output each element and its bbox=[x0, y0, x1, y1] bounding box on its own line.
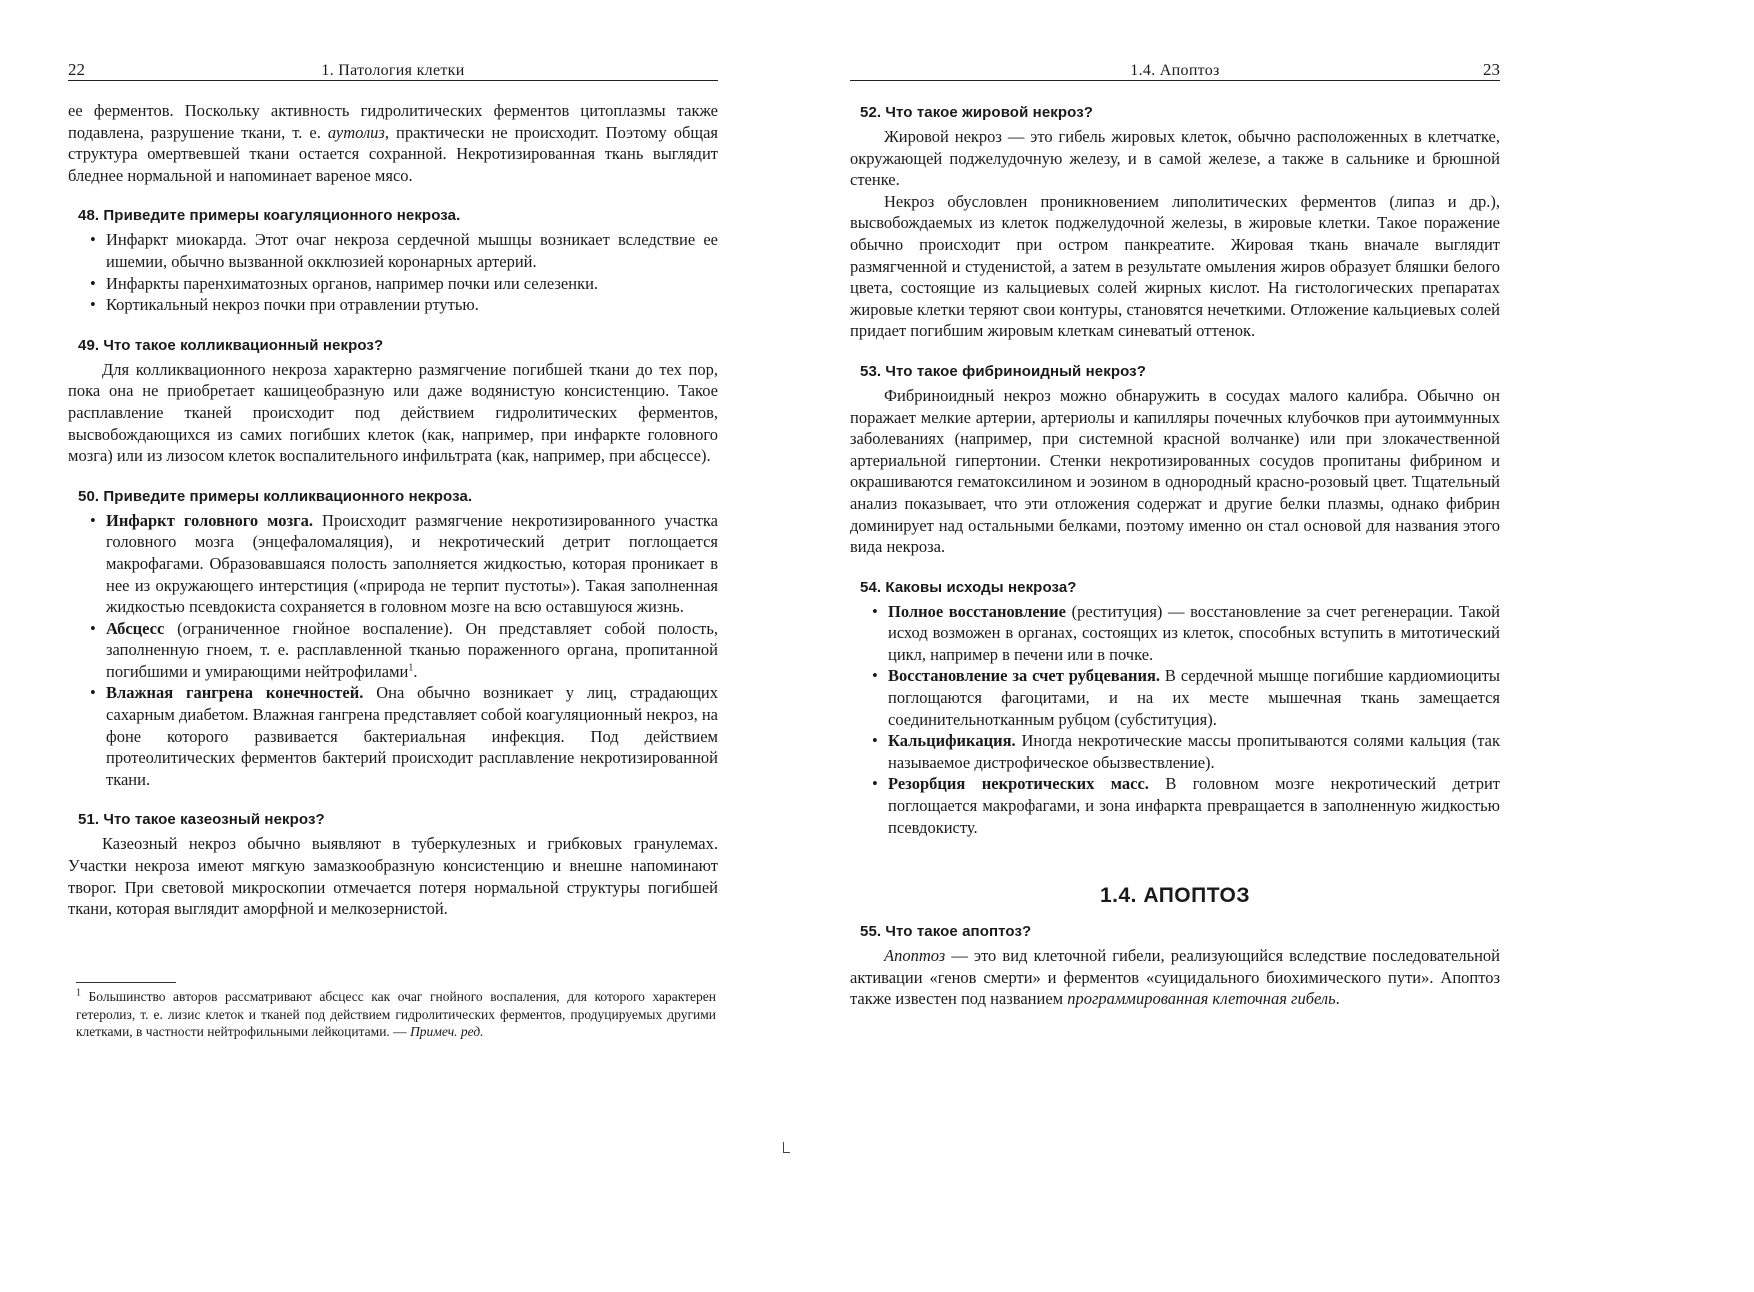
question-55-heading: 55. Что такое апоптоз? bbox=[860, 923, 1032, 941]
question-51-heading: 51. Что такое казеозный некроз? bbox=[78, 811, 325, 829]
list-term: Инфаркт головного мозга. bbox=[106, 510, 313, 530]
list-term: Резорбция некротических масс. bbox=[888, 774, 1149, 794]
term-autolysis: аутолиз bbox=[327, 122, 385, 142]
list-term: Абсцесс bbox=[106, 618, 165, 638]
footnote-rule bbox=[76, 982, 176, 983]
question-54-heading: 54. Каковы исходы некроза? bbox=[860, 578, 1077, 596]
question-53-answer: Фибриноидный некроз можно обнаружить в сосудах малого калибра. Обычно он поражает мелкие артерии, артериолы и капилляры почечных клубочков при аутоиммунных заболеваниях (например, при системной красной волчанке) или при злокачественной артериальной гипертонии. Стенки некротизированных сосудов пропитаны фибрином и окрашиваются гематоксилином и эозином в однородный красно-розовый цвет. Тщательный анализ показывает, что эти отложения содержат и другие белки плазмы, однако фибрин доминирует над остальными белками, поэтому именно он стал основой для названия этого вида некроза. bbox=[850, 385, 1500, 557]
list-item: • Восстановление за счет рубцевания. В сердечной мышце погибшие кардиомиоциты поглощаются фагоцитами, и на их месте мышечная ткань замещается соединительнотканным рубцом (субституция). bbox=[888, 665, 1500, 730]
page-number-right: 23 bbox=[1483, 60, 1500, 79]
list-item: • Кортикальный некроз почки при отравлении ртутью. bbox=[106, 294, 718, 316]
question-52-heading: 52. Что такое жировой некроз? bbox=[860, 104, 1094, 121]
list-item: • Инфаркт головного мозга. Происходит размягчение некротизированного участка головного мозга (энцефаломаляция), и некротический детрит поглощается макрофагами. Образовавшаяся полость заполняется жидкостью, которая проникает в нее из окружающего интерстиция («природа не терпит пустоты»). Такая заполненная жидкостью псевдокиста сохраняется в головном мозге на всю оставшуюся жизнь. bbox=[106, 510, 718, 618]
term-apoptosis: Апоптоз bbox=[884, 946, 946, 966]
section-title: 1.4. АПОПТОЗ bbox=[1099, 884, 1251, 908]
page-number-left: 22 bbox=[68, 60, 85, 79]
question-52-answer-p2: Некроз обусловлен проникновением липолитических ферментов (липаз и др.), высвобождаемых из клеток поджелудочной железы, в жировые клетки. Такое поражение обычно происходит при остром панкреатите. Жировая ткань вначале выглядит размягченной и студенистой, а затем в результате омыления жиров образует бляшки белого цвета, состоящие из кальциевых солей жирных кислот. На гистологических препаратах жировые клетки теряют свои контуры, становятся нечеткими. Отложение кальциевых солей придает погибшим жировым клеткам синеватый оттенок. bbox=[850, 191, 1500, 341]
footnote: $^1$ Большинство авторов рассматривают абсцесс как очаг гнойного воспаления, для которого характерен гетеролиз, т. е. лизис клеток и тканей под действием гидролитических ферментов, продуцируемых другими клетками, в частности нейтрофильными лейкоцитами. — Примеч. ред. bbox=[76, 987, 716, 1040]
right-page-body bbox=[850, 97, 1500, 1010]
footnote-ref: 1 bbox=[408, 662, 414, 674]
list-item: • Кальцификация. Иногда некротические массы пропитываются солями кальция (так называемое дистрофическое обызвествление). bbox=[888, 730, 1500, 773]
term-programmed-cell-death: программированная клеточная гибель bbox=[1067, 989, 1336, 1009]
question-54-list bbox=[850, 601, 1500, 839]
list-item: • Резорбция некротических масс. В головном мозге некротический детрит поглощается макрофагами, и зона инфаркта превращается в заполненную жидкостью псевдокисту. bbox=[888, 773, 1500, 838]
question-52-answer-p1: Жировой некроз — это гибель жировых клеток, обычно расположенных в клетчатке, окружающей поджелудочную железу, и в самой железе, а также в сальнике и брюшной стенке. bbox=[850, 127, 1500, 190]
running-head-left bbox=[68, 58, 718, 81]
question-48-list bbox=[68, 229, 718, 315]
list-term: Кальцификация. bbox=[888, 731, 1016, 751]
running-head-right bbox=[850, 58, 1500, 81]
question-49-answer: Для колликвационного некроза характерно размягчение погибшей ткани до тех пор, пока она не приобретает кашицеобразную или даже водянистую консистенцию. Такое расплавление тканей происходит под действием гидролитических ферментов, высвобождающихся из самих погибших клеток (как, например, при инфаркте головного мозга) или из лизосом клеток воспалительного инфильтрата (как, например, при абсцессе). bbox=[68, 359, 718, 466]
running-title-left: 1. Патология клетки bbox=[321, 62, 465, 79]
list-item: • Абсцесс (ограниченное гнойное воспаление). Он представляет собой полость, заполненную гноем, т. е. расплавленной тканью пораженного органа, пропитанной погибшими и умирающими нейтрофилами$^1$. bbox=[106, 618, 718, 683]
question-53-heading: 53. Что такое фибриноидный некроз? bbox=[860, 362, 1146, 380]
question-51-answer: Казеозный некроз обычно выявляют в туберкулезных и грибковых гранулемах. Участки некроза имеют мягкую замазкообразную консистенцию и внешне напоминают творог. При световой микроскопии отмечается потеря нормальной структуры погибшей ткани, которая выглядит аморфной и мелкозернистой. bbox=[68, 834, 718, 919]
list-term: Полное восстановление bbox=[888, 601, 1066, 621]
editor-note: Примеч. ред. bbox=[410, 1024, 484, 1040]
question-48-heading: 48. Приведите примеры коагуляционного некроза. bbox=[78, 207, 461, 225]
running-title-right: 1.4. Апоптоз bbox=[1130, 62, 1220, 79]
footnote-mark: 1 bbox=[76, 987, 81, 999]
list-item: • Инфаркт миокарда. Этот очаг некроза сердечной мышцы возникает вследствие ее ишемии, обычно вызванной окклюзией коронарных артерий. bbox=[106, 229, 718, 272]
question-49-heading: 49. Что такое колликвационный некроз? bbox=[78, 336, 384, 354]
question-55-answer: Апоптоз — это вид клеточной гибели, реализующийся вследствие последовательной активации «генов смерти» и ферментов «суицидального биохимического пути». Апоптоз также известен под названием программированная клеточная гибель. bbox=[850, 946, 1500, 1009]
continuation-paragraph: ее ферментов. Поскольку активность гидролитических ферментов цитоплазмы также подавлена, разрушение ткани, т. е. аутолиз, практически не происходит. Поэтому общая структура омертвевшей ткани остается сохранной. Некротизированная ткань выглядит бледнее нормальной и напоминает вареное мясо. bbox=[68, 101, 719, 185]
list-term: Восстановление за счет рубцевания. bbox=[888, 666, 1161, 686]
list-item: • Инфаркты паренхиматозных органов, например почки или селезенки. bbox=[106, 273, 718, 295]
list-term: Влажная гангрена конечностей. bbox=[106, 683, 364, 703]
list-item: • Полное восстановление (реституция) — восстановление за счет регенерации. Такой исход возможен в органах, состоящих из клеток, способных вступить в митотический цикл, например в печени или в почке. bbox=[888, 601, 1500, 666]
left-page-body bbox=[68, 100, 718, 920]
gutter-crop-mark bbox=[783, 1142, 790, 1153]
list-item: • Влажная гангрена конечностей. Она обычно возникает у лиц, страдающих сахарным диабетом. Влажная гангрена представляет собой коагуляционный некроз, на фоне которого развивается бактериальная инфекция. Под действием протеолитических ферментов бактерий происходит расплавление некротизированной ткани. bbox=[106, 682, 718, 790]
question-50-heading: 50. Приведите примеры колликвационного некроза. bbox=[78, 487, 473, 505]
question-50-list bbox=[68, 510, 718, 791]
